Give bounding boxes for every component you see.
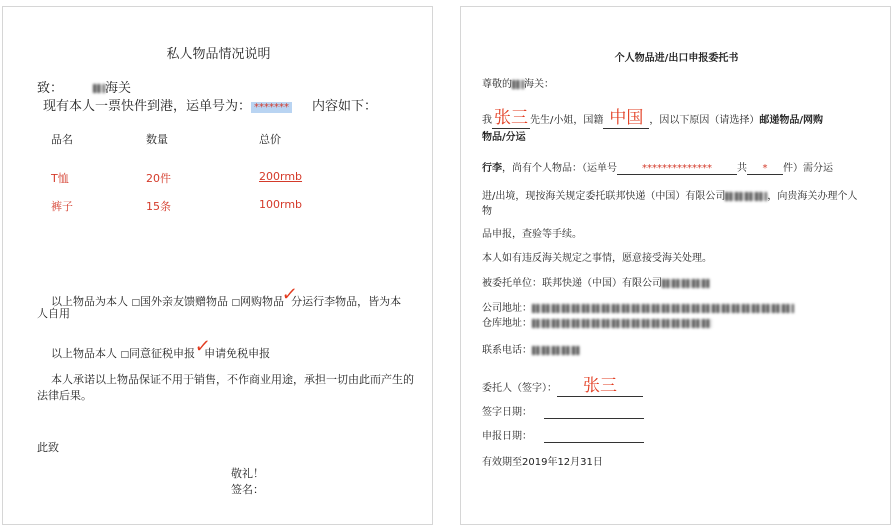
regards: 敬礼！ — [231, 467, 264, 480]
right-document-page — [460, 6, 891, 525]
nationality-field — [603, 103, 649, 129]
redacted-customs-name — [512, 80, 524, 89]
sign-date-label: 签字日期： — [482, 407, 532, 418]
sign-date-field[interactable] — [544, 407, 644, 419]
greet-suffix: 海关： — [524, 79, 554, 90]
declaration-line-1 — [482, 103, 823, 129]
left-title: 私人物品情况说明 — [166, 47, 271, 62]
to-prefix: 致： — [37, 81, 64, 96]
redacted-address — [532, 319, 712, 328]
declaration-line-5: 本人如有违反海关规定之事情，愿意接受海关处理。 — [482, 253, 712, 264]
option-online: 网购物品 — [240, 295, 285, 308]
option-tax-exempt: 申请免税申报 — [204, 347, 271, 360]
line1-c: ，因以下原因（请选择） — [649, 115, 760, 126]
line1-b: 先生/小姐，国籍 — [530, 115, 604, 126]
promise-line-1: 本人承诺以上物品保证不用于销售，不作商业用途，承担一切由此而产生的 — [51, 373, 414, 386]
line2-c: 件）需分运 — [783, 163, 833, 174]
col-header-price: 总价 — [259, 133, 281, 146]
company-address-label: 公司地址： — [482, 303, 532, 314]
sign-date-line — [482, 403, 644, 419]
declaration-line-4: 品申报，查验等手续。 — [482, 229, 582, 240]
checkbox-icon[interactable]: □ — [120, 350, 130, 360]
goods-origin-line — [51, 284, 402, 310]
declare-date-label: 申报日期： — [482, 431, 532, 442]
tax-line — [51, 336, 271, 362]
waybill-number: ************** — [617, 163, 737, 175]
row1-name: T恤 — [51, 172, 69, 185]
row1-qty: 20件 — [146, 172, 171, 185]
closing: 此致 — [37, 441, 59, 454]
reason-1: 邮递物品/网购 — [759, 115, 824, 126]
redacted-address — [532, 304, 794, 313]
principal-signature-field — [557, 371, 643, 397]
row2-qty: 15条 — [146, 200, 171, 213]
intro-end: 内容如下： — [312, 99, 378, 114]
checkmark-icon: ✓ — [280, 284, 299, 305]
line2-b: 共 — [737, 163, 747, 174]
sign-label: 签名： — [231, 483, 264, 496]
row2-price: 100rmb — [259, 198, 303, 211]
principal-signature: 张三 — [583, 376, 617, 396]
greet-prefix: 尊敬的 — [482, 79, 512, 90]
valid-until: 有效期至2019年12月31日 — [482, 457, 603, 468]
waybill-number: ******* — [251, 102, 292, 113]
declaration-line-2 — [482, 159, 833, 175]
redacted-customs-name — [93, 84, 105, 93]
principal-sign-line — [482, 371, 643, 397]
line2-a: ，尚有个人物品：（运单号 — [502, 163, 617, 174]
redacted-branch — [662, 279, 710, 288]
reason-3: 行李 — [482, 163, 502, 174]
warehouse-address-label: 仓库地址： — [482, 318, 532, 329]
phone-label: 联系电话： — [482, 345, 532, 356]
left-document-page — [2, 6, 433, 525]
redacted-branch — [725, 192, 767, 201]
tax-para: 以上物品本人 — [51, 347, 117, 360]
agent-company: 被委托单位：联邦快递（中国）有限公司 — [482, 278, 662, 289]
principal-label: 委托人（签字）： — [482, 383, 557, 394]
redacted-phone — [532, 346, 580, 355]
line3-b: ，向贵海关办理个人 — [767, 191, 858, 202]
company-address-line — [482, 299, 794, 314]
promise-line-2: 法律后果。 — [37, 389, 92, 402]
checkbox-icon[interactable]: □ — [231, 298, 241, 308]
intro-start: 现有本人一票快件到港，运单号为： — [43, 99, 252, 114]
reason-2: 物品/分运 — [482, 132, 526, 143]
phone-line — [482, 341, 580, 356]
left-intro — [43, 95, 377, 114]
nationality: 中国 — [609, 108, 644, 128]
line1-a: 我 — [482, 115, 492, 126]
option-separate-baggage: 分运行李物品，皆为本 — [291, 295, 402, 308]
line3-a: 进/出境，现按海关规定委托联邦快递（中国）有限公司 — [482, 191, 726, 202]
option-gift: 国外亲友馈赠物品 — [140, 295, 229, 308]
greeting — [482, 75, 554, 90]
warehouse-address-line — [482, 314, 712, 329]
goods-para-end: 人自用 — [37, 307, 70, 320]
row1-price: 200rmb — [259, 170, 303, 183]
piece-count: * — [747, 163, 783, 175]
checkmark-icon: ✓ — [193, 336, 212, 357]
right-title: 个人物品进/出口申报委托书 — [614, 53, 739, 64]
declare-date-line — [482, 427, 644, 443]
principal-name: 张三 — [494, 108, 528, 128]
col-header-qty: 数量 — [146, 133, 168, 146]
to-suffix: 海关 — [105, 81, 132, 96]
col-header-name: 品名 — [51, 133, 73, 146]
goods-para-start: 以上物品为本人 — [51, 295, 128, 308]
principal-name-field — [492, 103, 530, 129]
agent-line — [482, 274, 710, 289]
left-addressee — [37, 77, 131, 96]
row2-name: 裤子 — [51, 200, 73, 213]
line3-c: 物 — [482, 206, 492, 217]
option-tax: 同意征税申报 — [129, 347, 196, 360]
declaration-line-3 — [482, 187, 857, 202]
declare-date-field[interactable] — [544, 431, 644, 443]
checkbox-icon[interactable]: □ — [131, 298, 141, 308]
